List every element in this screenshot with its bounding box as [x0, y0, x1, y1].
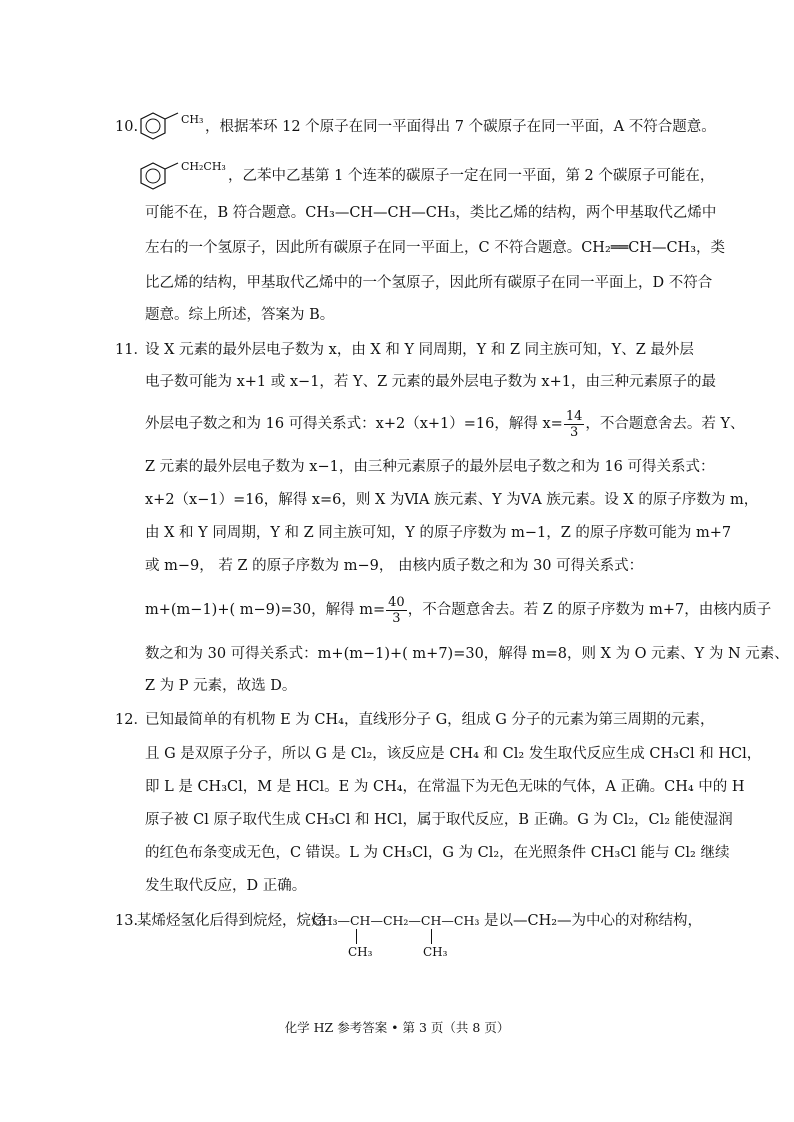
question-11-number: 11． [115, 342, 148, 358]
q10-line-2: ，乙苯中乙基第 1 个连苯的碳原子一定在同一平面，第 2 个碳原子可能在， [228, 168, 715, 184]
q11-line-10: Z 为 P 元素，故选 D。 [145, 678, 297, 694]
branch-methyl-1: CH₃ [348, 945, 373, 959]
q11-line-3 [145, 406, 745, 442]
q11-line-3-start: 外层电子数之和为 16 可得关系式：x+2（x+1）=16，解得 x= [145, 416, 563, 432]
ethylbenzene-ethyl-label: CH₂CH₃ [181, 160, 226, 173]
fraction-denominator: 3 [392, 610, 401, 626]
page-footer: 化学 HZ 参考答案 • 第 3 页（共 8 页） [284, 1020, 510, 1035]
q11-line-5: x+2（x−1）=16，解得 x=6，则 X 为ⅥA 族元素、Y 为ⅤA 族元素。设 X 的原子序数为 m， [145, 492, 759, 508]
q11-line-9: 数之和为 30 可得关系式：m+(m−1)+( m+7)=30，解得 m=8，则 X 为 O 元素、Y 为 N 元素、 [145, 646, 789, 662]
q11-line-7: 或 m−9， 若 Z 的原子序数为 m−9， 由核内质子数之和为 30 可得关系式： [145, 558, 644, 574]
q12-line-3: 即 L 是 CH₃Cl，M 是 HCl。E 为 CH₄，在常温下为无色无味的气体，A 正确。CH₄ 中的 H [145, 779, 745, 795]
q10-line-4: 左右的一个氢原子，因此所有碳原子在同一平面上，C 不符合题意。CH₂══CH—CH₃，类 [145, 240, 726, 256]
q11-line-8-start: m+(m−1)+( m−9)=30，解得 m= [145, 602, 386, 618]
q11-line-8 [145, 592, 771, 628]
q12-line-4: 原子被 Cl 原子取代生成 CH₃Cl 和 HCl，属于取代反应，B 正确。G 为 Cl₂，Cl₂ 能使湿润 [145, 812, 733, 828]
q12-line-5: 的红色布条变成无色，C 错误。L 为 CH₃Cl，G 为 Cl₂，在光照条件 CH₃Cl 能与 Cl₂ 继续 [145, 845, 730, 861]
q10-line-5: 比乙烯的结构，甲基取代乙烯中的一个氢原子，因此所有碳原子在同一平面上，D 不符合 [145, 275, 713, 291]
q11-line-2: 电子数可能为 x+1 或 x−1，若 Y、Z 元素的最外层电子数为 x+1，由三种元素原子的最 [145, 374, 716, 390]
q11-line-3-end: ，不合题意舍去。若 Y、 [585, 416, 745, 432]
q10-line-6: 题意。综上所述，答案为 B。 [145, 307, 335, 323]
ethylbenzene-structure-icon [138, 160, 182, 194]
fraction-numerator: 14 [565, 408, 583, 424]
question-10-number: 10. [115, 119, 139, 135]
toluene-methyl-label: CH₃ [181, 113, 204, 126]
question-13-number: 13. [115, 913, 139, 929]
q11-line-6: 由 X 和 Y 同周期，Y 和 Z 同主族可知，Y 的原子序数为 m−1，Z 的原子序数可能为 m+7 [145, 525, 732, 541]
q10-line-3: 可能不在，B 符合题意。CH₃—CH—CH—CH₃，类比乙烯的结构，两个甲基取代乙烯中 [145, 205, 717, 221]
fraction-14-over-3 [564, 409, 585, 440]
fraction-40-over-3 [386, 595, 407, 626]
toluene-structure-icon [138, 110, 182, 144]
q11-line-4: Z 元素的最外层电子数为 x−1，由三种元素原子的最外层电子数之和为 16 可得关系式： [145, 459, 715, 475]
q10-line-1: ，根据苯环 12 个原子在同一平面得出 7 个碳原子在同一平面，A 不符合题意。 [205, 119, 716, 135]
question-12-number: 12． [115, 712, 148, 728]
q12-line-1: 已知最简单的有机物 E 为 CH₄，直线形分子 G，组成 G 分子的元素为第三周期的元素， [145, 712, 715, 728]
alkane-formula: CH₃—CH—CH₂—CH—CH₃ [312, 913, 480, 928]
branch-methyl-2: CH₃ [423, 945, 448, 959]
fraction-denominator: 3 [569, 424, 579, 440]
q13-line-1-start: 某烯烃氢化后得到烷烃，烷烃 [137, 913, 326, 929]
q11-line-1: 设 X 元素的最外层电子数为 x，由 X 和 Y 同周期，Y 和 Z 同主族可知，Y、Z 最外层 [145, 342, 694, 358]
fraction-numerator: 40 [388, 594, 405, 610]
q13-line-1-end: 是以—CH₂—为中心的对称结构， [484, 913, 703, 929]
q12-line-2: 且 G 是双原子分子，所以 G 是 Cl₂，该反应是 CH₄ 和 Cl₂ 发生取代反应生成 CH₃Cl 和 HCl， [145, 746, 762, 762]
q11-line-8-end: ，不合题意舍去。若 Z 的原子序数为 m+7，由核内质子 [407, 602, 772, 618]
q12-line-6: 发生取代反应，D 正确。 [145, 878, 307, 894]
